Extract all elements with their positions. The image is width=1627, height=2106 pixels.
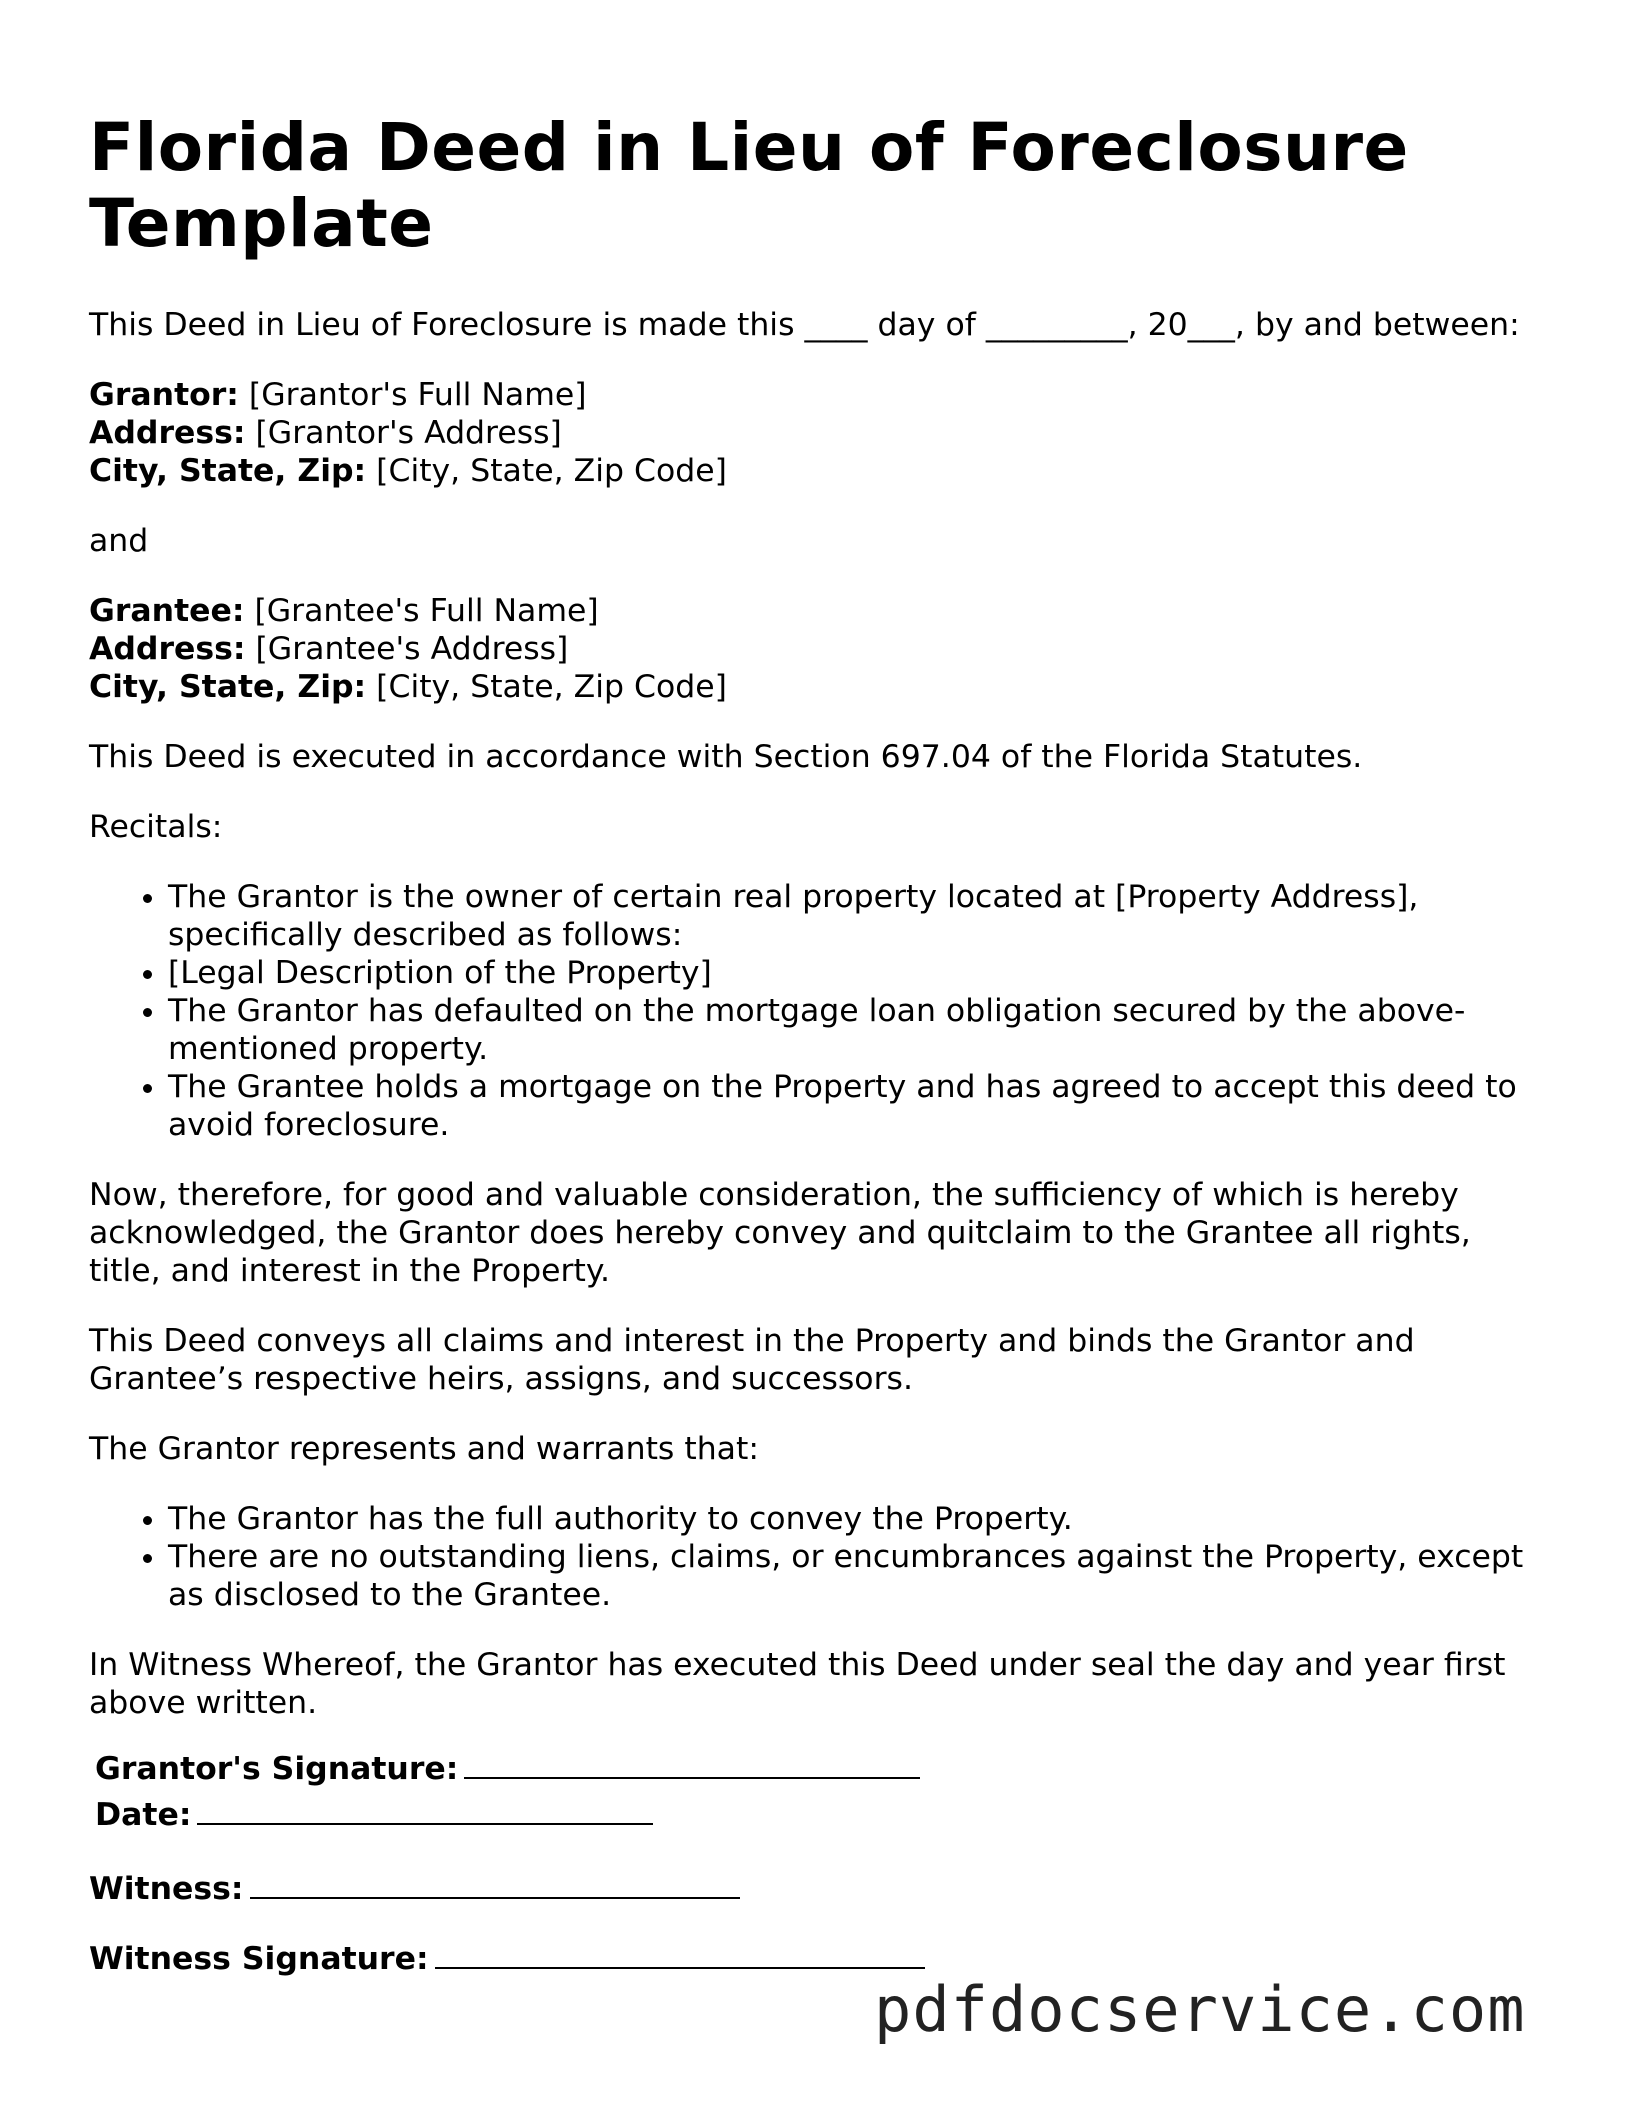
list-item: • [Legal Description of the Property] xyxy=(168,954,1549,992)
grantor-csz-label: City, State, Zip: xyxy=(89,453,367,489)
list-item: • There are no outstanding liens, claims, or encumbrances against the Property, except as disclosed to the Grantee. xyxy=(168,1538,1549,1614)
conveyance-paragraph: Now, therefore, for good and valuable consideration, the sufficiency of which is hereby acknowledged, the Grantor does hereby convey and quitclaim to the Grantee all rights, title, and interest in the Property. xyxy=(89,1177,1471,1289)
grantor-block xyxy=(89,376,1549,490)
warrants-heading: The Grantor represents and warrants that: xyxy=(89,1431,759,1467)
grantor-address-label: Address: xyxy=(89,415,246,451)
grantor-name-label: Grantor: xyxy=(89,377,239,413)
grantee-csz-value: [City, State, Zip Code] xyxy=(366,669,727,705)
list-item: • The Grantee holds a mortgage on the Property and has agreed to accept this deed to avoid foreclosure. xyxy=(168,1068,1549,1144)
grantor-signature-block xyxy=(95,1746,1549,1838)
grantor-name-value: [Grantor's Full Name] xyxy=(238,377,587,413)
date-label: Date: xyxy=(95,1797,192,1833)
list-item: • The Grantor is the owner of certain real property located at [Property Address], specifically described as follows: xyxy=(168,878,1549,954)
grantee-block xyxy=(89,592,1549,706)
intro-paragraph: This Deed in Lieu of Foreclosure is made this ____ day of _________, 20___, by and between: xyxy=(89,307,1520,343)
grantee-address-label: Address: xyxy=(89,631,246,667)
page-title: Florida Deed in Lieu of Foreclosure Template xyxy=(89,109,1409,262)
recitals-list xyxy=(89,878,1549,1144)
grantee-address-value: [Grantee's Address] xyxy=(245,631,569,667)
witness-signature-field[interactable] xyxy=(435,1937,925,1969)
grantee-csz-label: City, State, Zip: xyxy=(89,669,367,705)
grantor-address-value: [Grantor's Address] xyxy=(245,415,562,451)
witness-field[interactable] xyxy=(250,1867,740,1899)
grantor-signature-field[interactable] xyxy=(464,1747,920,1779)
recitals-heading: Recitals: xyxy=(89,809,223,845)
witness-signature-label: Witness Signature: xyxy=(89,1941,429,1977)
witness-block xyxy=(89,1866,1549,1912)
witness-whereof-paragraph: In Witness Whereof, the Grantor has executed this Deed under seal the day and year first above written. xyxy=(89,1647,1506,1721)
list-item: • The Grantor has the full authority to convey the Property. xyxy=(168,1500,1549,1538)
document-page xyxy=(89,110,1549,1982)
list-item: • The Grantor has defaulted on the mortgage loan obligation secured by the above-mentioned property. xyxy=(168,992,1549,1068)
grantor-signature-label: Grantor's Signature: xyxy=(95,1751,459,1787)
binding-paragraph: This Deed conveys all claims and interest in the Property and binds the Grantor and Grantee’s respective heirs, assigns, and successors. xyxy=(89,1323,1415,1397)
and-text: and xyxy=(89,523,149,559)
witness-label: Witness: xyxy=(89,1871,244,1907)
statute-paragraph: This Deed is executed in accordance with Section 697.04 of the Florida Statutes. xyxy=(89,739,1363,775)
watermark: pdfdocservice.com xyxy=(874,1973,1526,2046)
date-field[interactable] xyxy=(197,1793,653,1825)
grantee-name-value: [Grantee's Full Name] xyxy=(244,593,599,629)
grantor-csz-value: [City, State, Zip Code] xyxy=(366,453,727,489)
warrants-list xyxy=(89,1500,1549,1614)
grantee-name-label: Grantee: xyxy=(89,593,245,629)
